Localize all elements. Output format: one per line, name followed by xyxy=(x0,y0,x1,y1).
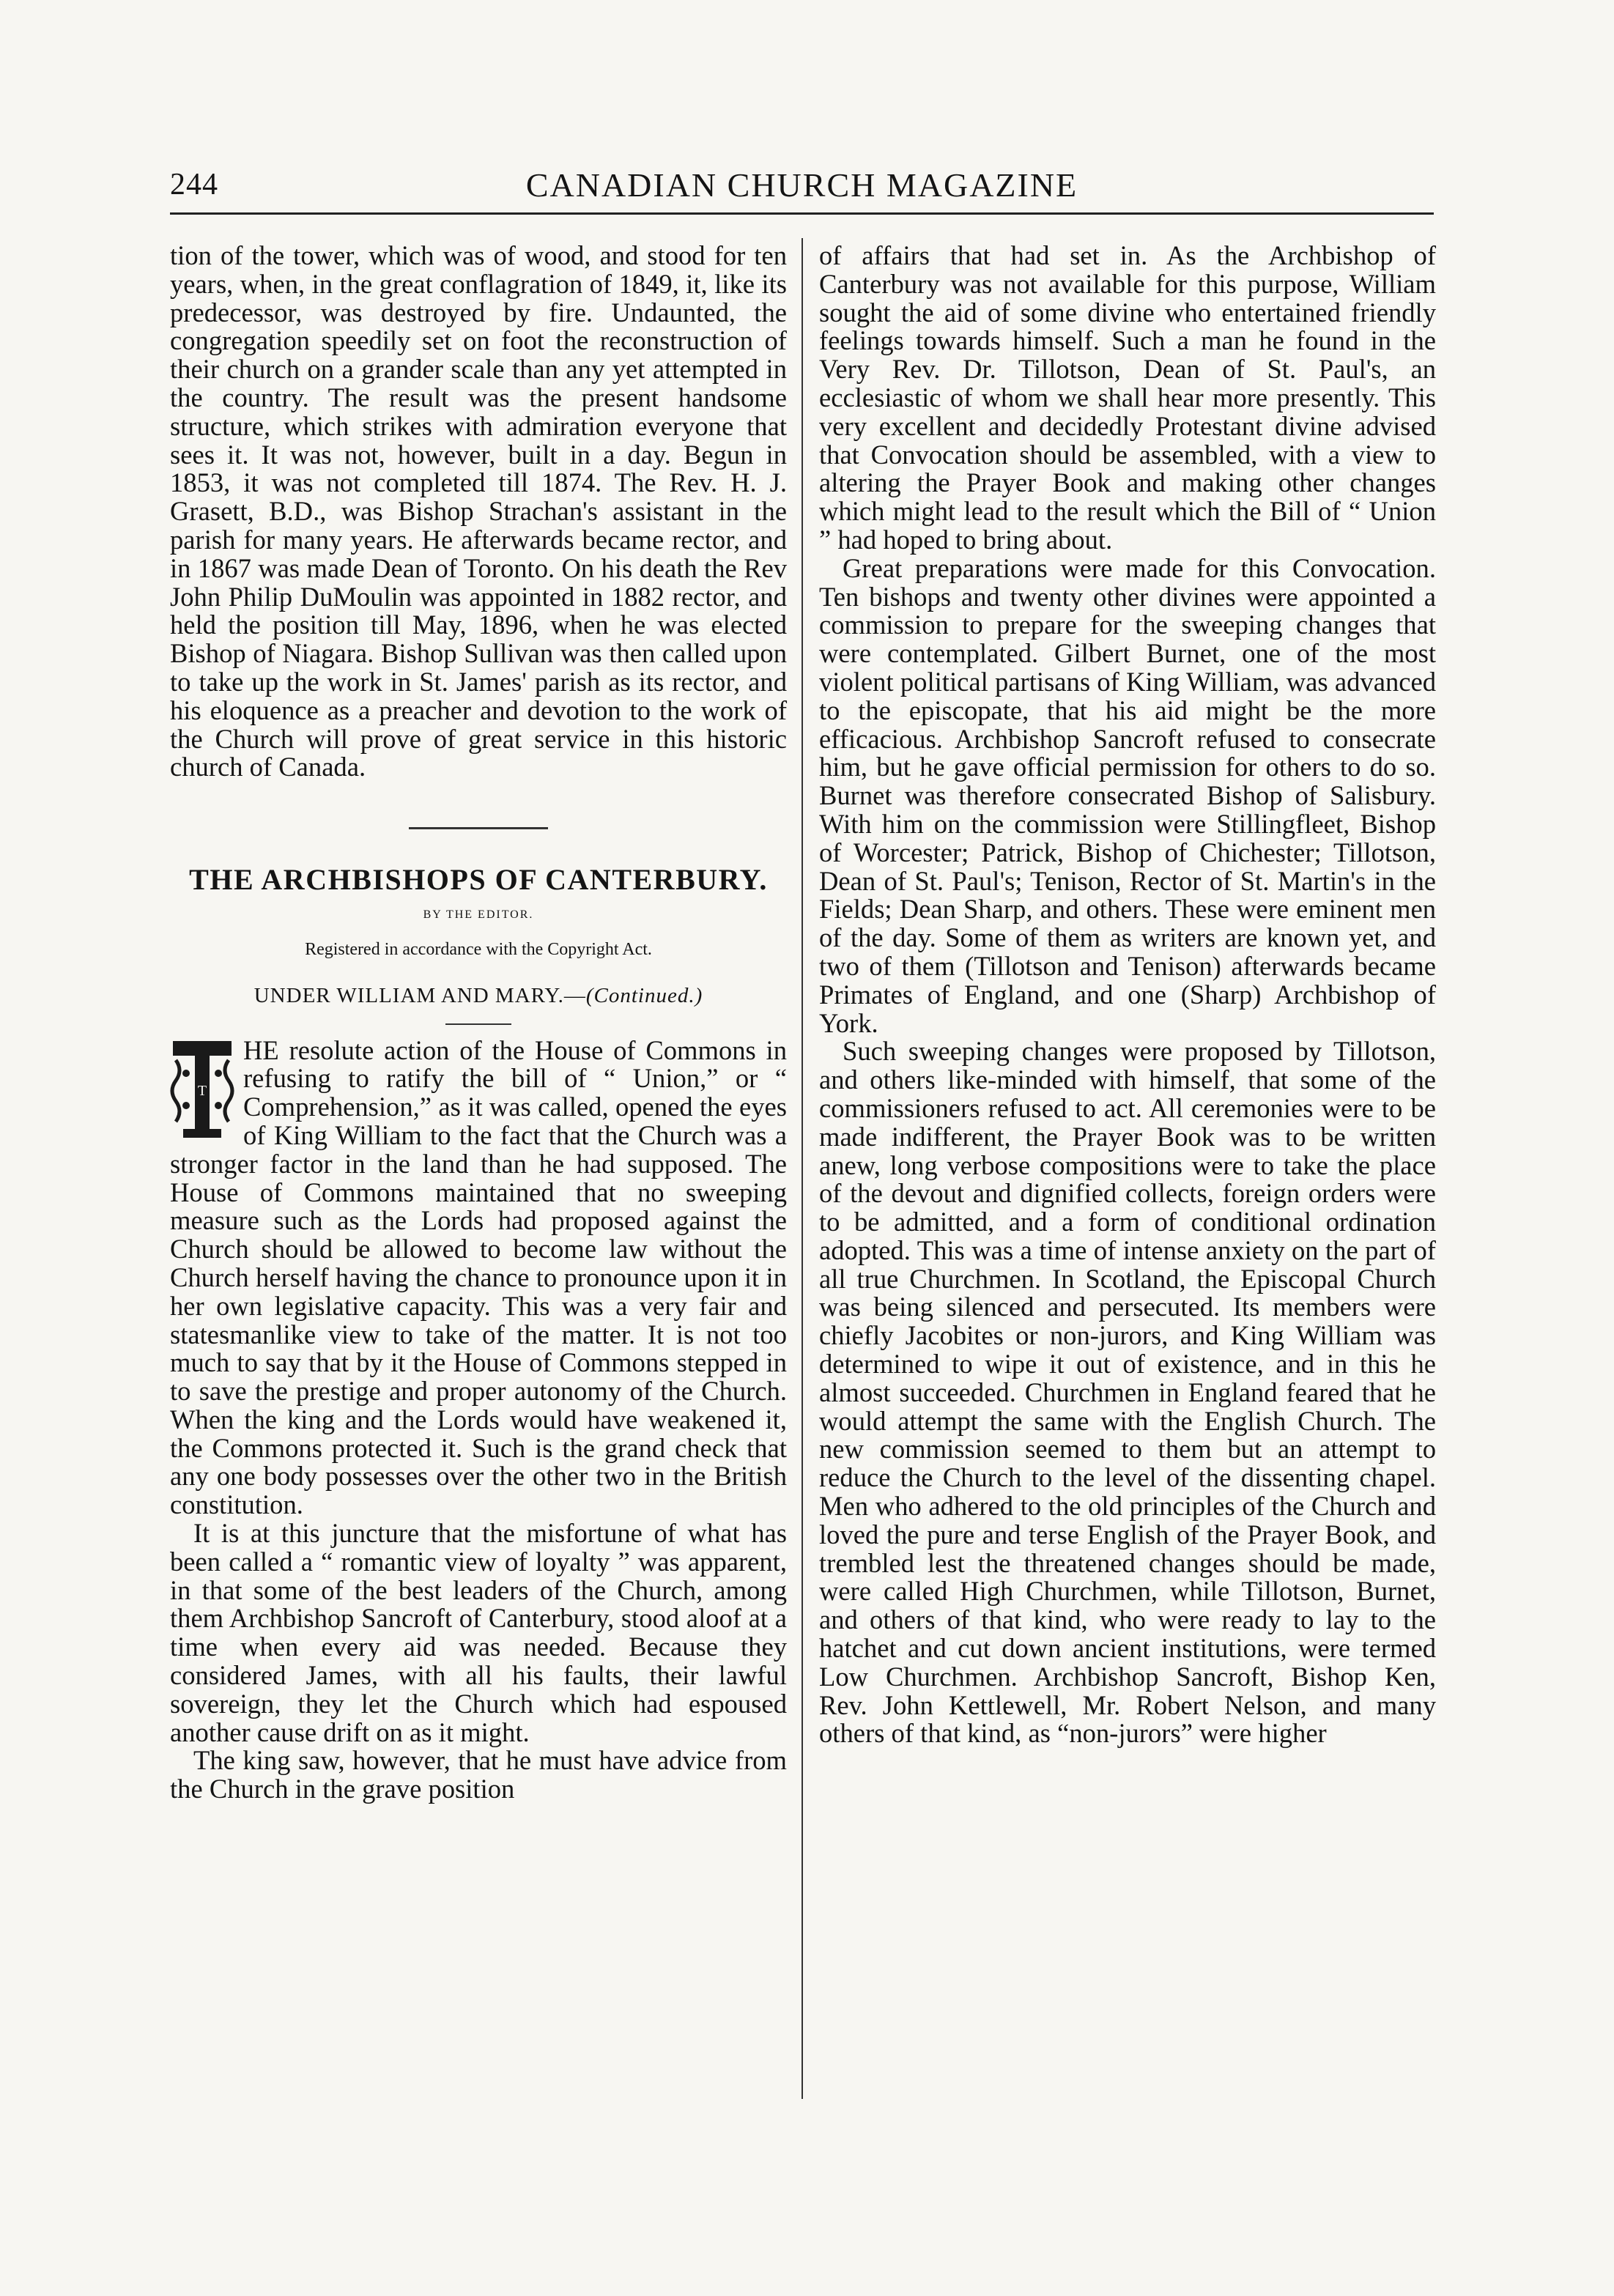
article-subtitle xyxy=(170,982,787,1010)
subtitle-main: UNDER WILLIAM AND MARY.— xyxy=(253,983,586,1007)
column-separator xyxy=(802,238,803,2099)
article-title: THE ARCHBISHOPS OF CANTERBURY. xyxy=(189,863,768,897)
opening-paragraph xyxy=(170,1034,787,1520)
dropcap-graphic xyxy=(170,1038,234,1145)
article-body-p2: It is at this juncture that the misfortune of what has been called a “ romantic view of loyalty ” was apparent, in that some of the best leaders of the Church, among them Archbishop Sancroft of Canterbury, stood aloof at a time when every aid was needed. Because they considered James, with all his faults, their lawful sovereign, they let the Church which had espoused another cause drift on as it might. xyxy=(170,1518,787,1747)
article-body-p6: Such sweeping changes were proposed by Tillotson, and others like-minded with himself, that some of the commissioners refused to act. All ceremonies were to be made indifferent, the Prayer Book was to be written anew, long verbose compositions were to take the place of the devout and dignified collects, foreign orders were to be admitted, and a form of conditional ordination adopted. This was a time of intense anxiety on the part of all true Churchmen. In Scotland, the Episcopal Church was being silenced and persecuted. Its members were chiefly Jacobites or non-jurors, and King William was determined to wipe it out of existence, and in this he almost succeeded. Churchmen in England feared that he would attempt the same with the English Church. The new commission seemed to them but an attempt to reduce the Church to the level of the dissenting chapel. Men who adhered to the old principles of the Church and loved the pure and terse English of the Prayer Book, and trembled lest the threatened changes should be made, were called High Churchmen, while Tillotson, Burnet, and others of that kind, who were ready to lay to the hatchet and cut down ancient institutions, were termed Low Churchmen. Archbishop Sancroft, Bishop Ken, Rev. John Kettlewell, Mr. Robert Nelson, and many others of that kind, as “non-jurors” were higher xyxy=(819,1036,1436,1749)
copyright-notice: Registered in accordance with the Copyright Act. xyxy=(305,939,652,959)
header-rule xyxy=(170,212,1434,215)
article-body-p4: of affairs that had set in. As the Archbishop of Canterbury was not available for this purpose, William sought the aid of some divine who entertained friendly feelings towards himself. Such a man he found in the Very Rev. Dr. Tillotson, Dean of St. Paul's, an ecclesiastic of whom we shall hear more presently. This very excellent and decidedly Protestant divine advised that Convocation should be assembled, with a view to altering the Prayer Book and making other changes which might lead to the result which the Bill of “ Union ” had hoped to bring about. xyxy=(819,240,1436,555)
byline: BY THE EDITOR. xyxy=(423,908,534,922)
dropcap-letter: T xyxy=(197,1082,207,1099)
article-body-p3: The king saw, however, that he must have advice from the Church in the grave position xyxy=(170,1745,787,1804)
article-body-p5: Great preparations were made for this Convocation. Ten bishops and twenty other divines were appointed a commission to prepare for the sweeping changes that were contemplated. Gilbert Burnet, one of the most violent political partisans of King William, was advanced to the episcopate, that his aid might be the more efficacious. Archbishop Sancroft refused to consecrate him, but he gave official permission for others to do so. Burnet was therefore consecrated Bishop of Salisbury. With him on the commission were Stillingfleet, Bishop of Worcester; Patrick, Bishop of Chichester; Tillotson, Dean of St. Paul's; Tenison, Rector of St. Martin's in the Fields; Dean Sharp, and others. These were eminent men of the day. Some of them as writers are known yet, and two of them (Tillotson and Tenison) afterwards became Primates of England, and one (Sharp) Archbishop of York. xyxy=(819,552,1436,1038)
ornamental-initial-T-icon xyxy=(170,1038,234,1145)
section-divider xyxy=(409,827,548,829)
left-column xyxy=(170,242,787,1804)
article-body-p1: HE resolute action of the House of Commons in refusing to ratify the bill of “ Union,” or “ Comprehension,” as it was called, opened the eyes of King William to the fact that the Church was a stronger factor in the land than he had supposed. The House of Commons maintained that no sweeping measure such as the Lords had proposed against the Church should be allowed to become law without the Church herself having the chance to pronounce upon it in her own legislative capacity. This was a very fair and statesmanlike view to take of the matter. It is not too much to say that by it the House of Commons stepped in to save the prestige and proper autonomy of the Church. When the king and the Lords would have weakened it, the Commons protected it. Such is the grand check that any one body possesses over the other two in the British constitution. xyxy=(170,1034,787,1520)
subtitle-divider xyxy=(445,1023,511,1025)
running-title: CANADIAN CHURCH MAGAZINE xyxy=(525,166,1078,204)
subtitle-continued: (Continued.) xyxy=(585,983,703,1007)
page-number: 244 xyxy=(170,168,218,201)
right-column xyxy=(819,242,1436,1748)
page-header xyxy=(170,167,1434,211)
continued-paragraph: tion of the tower, which was of wood, and stood for ten years, when, in the great conflagration of 1849, it, like its predecessor, was destroyed by fire. Undaunted, the congregation speedily set on foot the reconstruction of their church on a grander scale than any yet attempted in the country. The result was the present handsome structure, which strikes with admiration everyone that sees it. It was not, however, built in a day. Begun in 1853, it was not completed till 1874. The Rev. H. J. Grasett, B.D., was Bishop Strachan's assistant in the parish for many years. He afterwards became rector, and in 1867 was made Dean of Toronto. On his death the Rev John Philip DuMoulin was appointed in 1882 rector, and held the position till May, 1896, when he was elected Bishop of Niagara. Bishop Sullivan was then called upon to take up the work in St. James' parish as its rector, and his eloquence as a preacher and devotion to the work of the Church will prove of great service in this historic church of Canada. xyxy=(170,240,787,782)
